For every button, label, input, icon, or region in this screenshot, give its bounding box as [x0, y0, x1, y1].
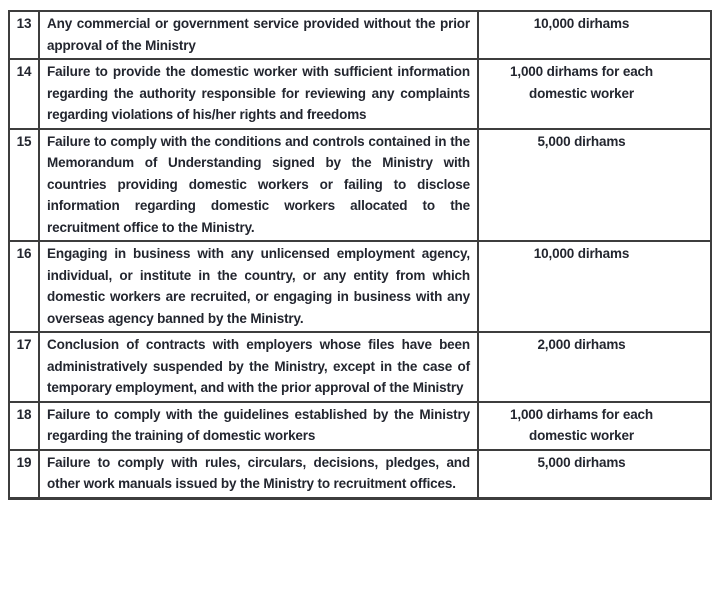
fine-amount-cell: 5,000 dirhams: [478, 450, 711, 499]
violation-description-cell: Engaging in business with any unlicensed employment agency, individual, or institute in the country, or any entity from which domestic workers are recruited, or engaging in business with any overseas agency banned by the Ministry.: [39, 241, 478, 332]
violation-description-cell: Failure to provide the domestic worker with sufficient information regarding the authority responsible for reviewing any complaints regarding violations of his/her rights and freedoms: [39, 59, 478, 129]
row-number-cell: 19: [9, 450, 39, 499]
row-number-cell: 14: [9, 59, 39, 129]
row-number-cell: 16: [9, 241, 39, 332]
fines-table-body: [9, 11, 711, 498]
fine-amount-cell: 5,000 dirhams: [478, 129, 711, 242]
row-number-cell: 15: [9, 129, 39, 242]
table-row: [9, 450, 711, 499]
fine-amount-cell: 10,000 dirhams: [478, 241, 711, 332]
violation-description-cell: Conclusion of contracts with employers whose files have been administratively suspended by the Ministry, except in the case of temporary employment, and with the prior approval of the Ministry: [39, 332, 478, 402]
fine-amount-cell: 1,000 dirhams for each domestic worker: [478, 402, 711, 450]
violation-description-cell: Failure to comply with rules, circulars, decisions, pledges, and other work manuals issued by the Ministry to recruitment offices.: [39, 450, 478, 499]
fine-amount-cell: 1,000 dirhams for each domestic worker: [478, 59, 711, 129]
row-number-cell: 17: [9, 332, 39, 402]
violation-description-cell: Any commercial or government service provided without the prior approval of the Ministry: [39, 11, 478, 59]
violations-fines-table: [8, 10, 712, 500]
fine-amount-cell: 2,000 dirhams: [478, 332, 711, 402]
row-number-cell: 18: [9, 402, 39, 450]
table-row: [9, 59, 711, 129]
table-row: [9, 129, 711, 242]
row-number-cell: 13: [9, 11, 39, 59]
table-row: [9, 332, 711, 402]
table-row: [9, 241, 711, 332]
violation-description-cell: Failure to comply with the guidelines established by the Ministry regarding the training of domestic workers: [39, 402, 478, 450]
table-row: [9, 11, 711, 59]
fine-amount-cell: 10,000 dirhams: [478, 11, 711, 59]
violation-description-cell: Failure to comply with the conditions and controls contained in the Memorandum of Understanding signed by the Ministry with countries providing domestic workers or failing to disclose information regarding domestic workers allocated to the recruitment office to the Ministry.: [39, 129, 478, 242]
table-row: [9, 402, 711, 450]
